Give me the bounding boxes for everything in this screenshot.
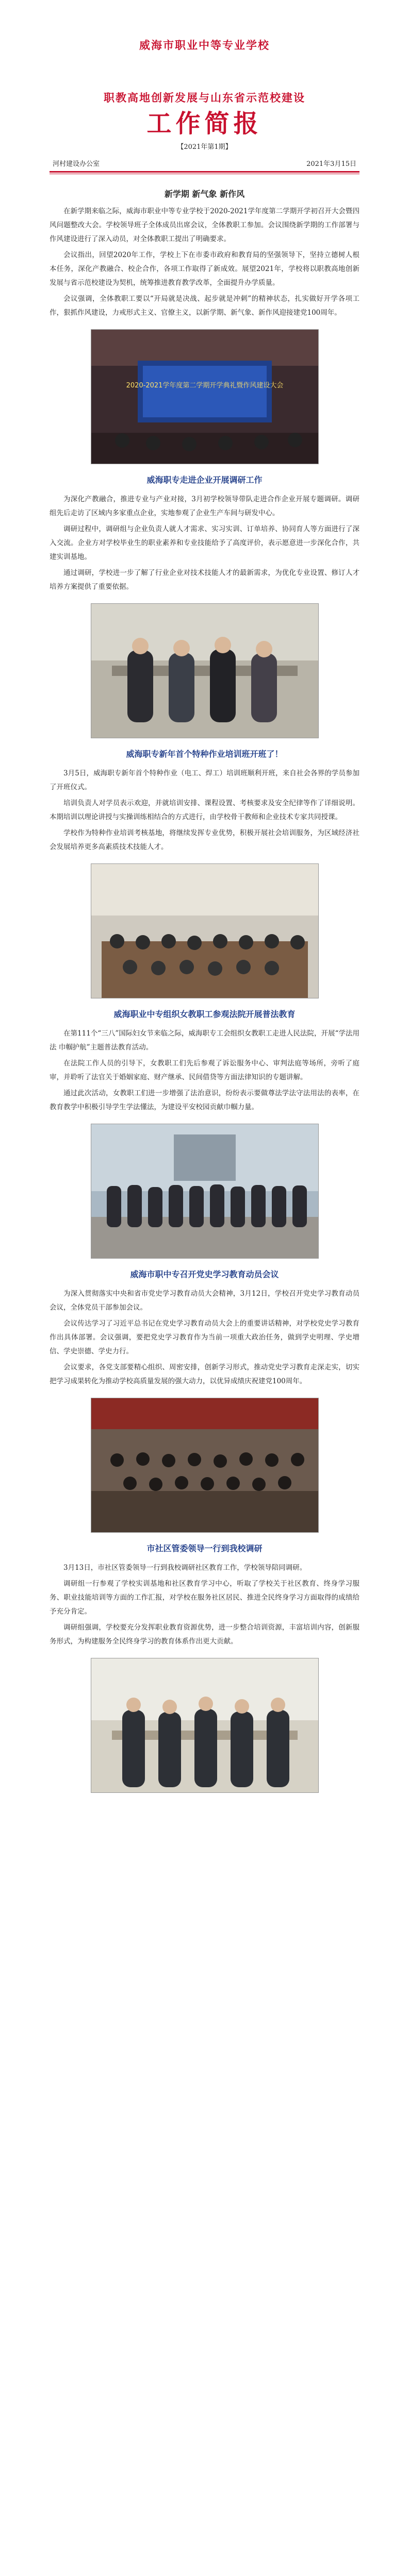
- article6-para: 3月13日，市社区管委领导一行到我校调研社区教育工作，学校领导陪同调研。: [63, 1564, 307, 1572]
- article5-photo: [91, 1398, 319, 1533]
- article2-para: 调研过程中，调研组与企业负责人就人才需求、实习实训、订单培养、协同育人等方面进行了深入交流。企业方对学校毕业生的职业素养和专业技能给予了高度评价，表示愿意进一步深化合作，共建实训基地。: [50, 525, 359, 561]
- article5-para: 为深入贯彻落实中央和省市党史学习教育动员大会精神，3月12日，学校召开党史学习教育动员会议，全体党员干部参加会议。: [50, 1290, 359, 1312]
- project-name: 职教高地创新发展与山东省示范校建设: [104, 91, 305, 104]
- article1-para: 在新学期来临之际，威海市职业中等专业学校于2020-2021学年度第二学期开学初召开大会暨四风问题整改大会。学校领导班子全体成员出席会议，全体教职工参加。会议围绕新学期的工作部署与作风建设进行了深入动员，对全体教职工提出了明确要求。: [50, 207, 359, 243]
- article6-title: 市社区管委领导一行到我校调研: [146, 1544, 263, 1553]
- article1-para: 会议强调，全体教职工要以“开局就是决战、起步就是冲刺”的精神状态，扎实做好开学各项工作，狠抓作风建设，力戒形式主义、官僚主义，以新学期、新气象、新作风迎接建党100周年。: [50, 295, 359, 317]
- article3-title: 威海职专新年首个特种作业培训班开班了！: [126, 749, 283, 759]
- article1-headline: 新学期 新气象 新作风: [164, 189, 245, 199]
- article3-para: 学校作为特种作业培训考核基地，将继续发挥专业优势，积极开展社会培训服务，为区域经济社会发展培养更多高素质技术技能人才。: [50, 829, 359, 851]
- photo-screen-caption: 2020-2021学年度第二学期开学典礼暨作风建设大会: [126, 382, 283, 389]
- article4-title: 威海职业中专组织女教职工参观法院开展普法教育: [113, 1009, 296, 1019]
- article6-photo: [91, 1658, 319, 1793]
- article3-para: 3月5日，威海职专新年首个特种作业（电工、焊工）培训班顺利开班，来自社会各界的学员参加了开班仪式。: [50, 769, 359, 791]
- article4-para: 在第111个“三八”国际妇女节来临之际，威海职专工会组织女教职工走进人民法院，开展“学法用法 巾帼护航”主题普法教育活动。: [50, 1029, 359, 1052]
- article5-para: 会议传达学习了习近平总书记在党史学习教育动员大会上的重要讲话精神，对学校党史学习教育作出具体部署。会议强调，要把党史学习教育作为当前一项重大政治任务，做到学史明理、学史增信、学史崇德、学史力行。: [50, 1319, 359, 1355]
- publish-date: 2021年3月15日: [306, 160, 356, 168]
- article2-para: 通过调研，学校进一步了解了行业企业对技术技能人才的最新需求，为优化专业设置、修订人才培养方案提供了重要依据。: [50, 569, 359, 591]
- bulletin-page: [0, 38, 409, 2576]
- article6-para: 调研组强调，学校要充分发挥职业教育资源优势，进一步整合培训资源，丰富培训内容，创新服务形式，为构建服务全民终身学习的教育体系作出更大贡献。: [50, 1623, 359, 1646]
- bulletin-title: 工作简报: [146, 109, 263, 138]
- article1-photo: [91, 329, 319, 464]
- meta-row: [50, 158, 359, 168]
- article4-para: 通过此次活动，女教职工们进一步增强了法治意识，纷纷表示要做尊法学法守法用法的表率，在教育教学中积极引导学生学法懂法，为建设平安校园贡献巾帼力量。: [50, 1089, 359, 1111]
- issue-number: 【2021年第1期】: [177, 143, 232, 151]
- article5-para: 会议要求，各党支部要精心组织、周密安排，创新学习形式，推动党史学习教育走深走实，切实把学习成果转化为推动学校高质量发展的强大动力，以优异成绩庆祝建党100周年。: [50, 1363, 359, 1385]
- article3-photo: [91, 863, 319, 998]
- article2-para: 为深化产教融合，推进专业与产业对接，3月初学校领导带队走进合作企业开展专题调研。调研组先后走访了区域内多家重点企业，实地参观了企业生产车间与研发中心。: [50, 495, 359, 517]
- article4-photo: [91, 1124, 319, 1259]
- school-name: 威海市职业中等专业学校: [139, 39, 270, 52]
- header-rule: [50, 171, 359, 173]
- article1-para: 会议指出，回望2020年工作，学校上下在市委市政府和教育局的坚强领导下，坚持立德树人根本任务，深化产教融合、校企合作，各项工作取得了新成效。展望2021年，学校将以职教高地创新发展与省示范校建设为契机，统筹推进教育教学改革，全面提升办学质量。: [50, 251, 359, 287]
- article6-para: 调研组一行参观了学校实训基地和社区教育学习中心，听取了学校关于社区教育、终身学习服务、职业技能培训等方面的工作汇报，对学校在服务社区居民、推进全民终身学习方面取得的成绩给予充分肯定。: [50, 1580, 359, 1616]
- article2-title: 威海职专走进企业开展调研工作: [146, 475, 263, 485]
- publisher: 河村建设办公室: [53, 160, 100, 168]
- article4-para: 在法院工作人员的引导下，女教职工们先后参观了诉讼服务中心、审判法庭等场所，旁听了庭审，并聆听了法官关于婚姻家庭、财产继承、民间借贷等方面法律知识的专题讲解。: [50, 1059, 359, 1081]
- article2-photo: [91, 603, 319, 738]
- article3-para: 培训负责人对学员表示欢迎，并就培训安排、课程设置、考核要求及安全纪律等作了详细说明。本期培训以理论讲授与实操训练相结合的方式进行，由学校骨干教师和企业技术专家共同授课。: [50, 799, 359, 821]
- article5-title: 威海市职中专召开党史学习教育动员会议: [130, 1269, 279, 1279]
